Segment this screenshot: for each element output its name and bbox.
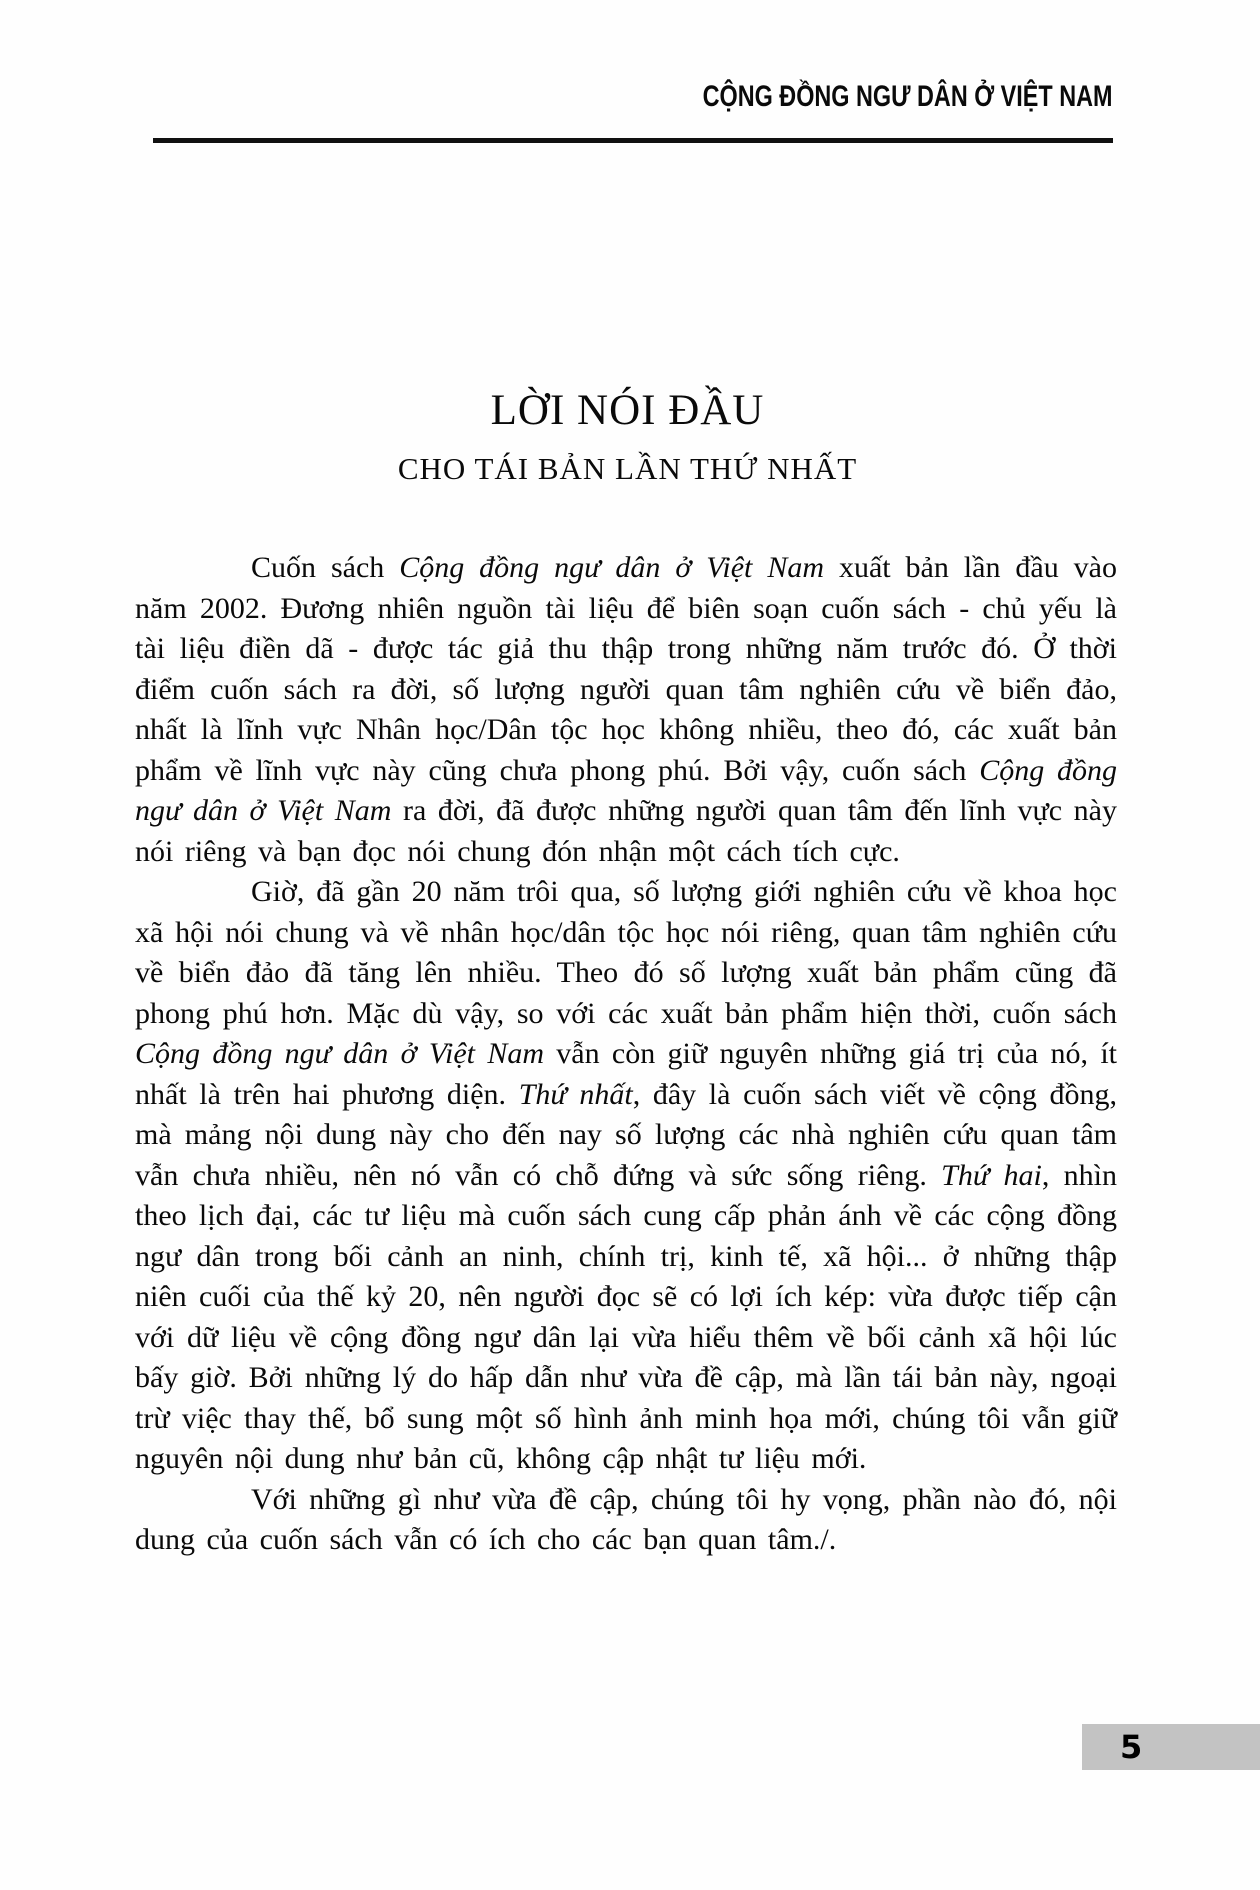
chapter-title: LỜI NÓI ĐẦU (490, 387, 765, 434)
italic-run: Cộng đồng ngư dân ở Việt Nam (399, 551, 825, 584)
text-run: Giờ, đã gần 20 năm trôi qua, số lượng giới nghiên cứu về khoa học xã hội nói chung và về nhân học/dân tộc học nói riêng, quan tâm nghiên cứu về biển đảo đã tăng lên nhiều. Theo đó số lượng xuất bản phẩm cũng đã phong phú hơn. Mặc dù vậy, so với các xuất bản phẩm hiện thời, cuốn sách (135, 875, 1117, 1030)
paragraph (135, 1480, 1117, 1561)
text-run: , đây là cuốn sách viết về cộng đồng, mà mảng nội dung này cho đến nay số lượng các nhà nghiên cứu quan tâm vẫn chưa nhiều, nên nó vẫn có chỗ đứng và sức sống riêng. (135, 1077, 1118, 1192)
text-run: vẫn còn giữ nguyên những giá trị của nó, ít nhất là trên hai phương diện. (135, 1037, 1117, 1111)
page-number: 5 (1120, 1728, 1143, 1766)
italic-run: Thứ hai (941, 1158, 1042, 1192)
text-run: Với những gì như vừa đề cập, chúng tôi hy vọng, phần nào đó, nội dung của cuốn sách vẫn có ích cho các bạn quan tâm./. (135, 1482, 1117, 1556)
paragraph (135, 548, 1117, 872)
text-run: Cuốn sách (251, 551, 400, 584)
running-header (150, 80, 1112, 114)
paragraph (135, 872, 1117, 1480)
body-text (135, 548, 1117, 1561)
italic-run: Cộng đồng ngư dân ở Việt Nam (135, 753, 1117, 827)
running-header-text: CỘNG ĐỒNG NGƯ DÂN Ở VIỆT NAM (702, 80, 1112, 113)
text-run: , nhìn theo lịch đại, các tư liệu mà cuốn sách cung cấp phản ánh về các cộng đồng ngư dân trong bối cảnh an ninh, chính trị, kinh tế, xã hội... ở những thập niên cuối của thế kỷ 20, nên người đọc sẽ có lợi ích kép: vừa được tiếp cận với dữ liệu về cộng đồng ngư dân lại vừa hiểu thêm về bối cảnh xã hội lúc bấy giờ. Bởi những lý do hấp dẫn như vừa đề cập, mà lần tái bản này, ngoại trừ việc thay thế, bổ sung một số hình ảnh minh họa mới, chúng tôi vẫn giữ nguyên nội dung như bản cũ, không cập nhật tư liệu mới. (135, 1158, 1117, 1475)
italic-run: Thứ nhất (518, 1077, 633, 1111)
italic-run: Cộng đồng ngư dân ở Việt Nam (135, 1037, 544, 1070)
page-number-box (1082, 1724, 1260, 1770)
header-rule (153, 138, 1113, 143)
chapter-subtitle: CHO TÁI BẢN LẦN THỨ NHẤT (397, 451, 858, 486)
text-run: xuất bản lần đầu vào năm 2002. Đương nhiên nguồn tài liệu để biên soạn cuốn sách - chủ yếu là tài liệu điền dã - được tác giả thu thập trong những năm trước đó. Ở thời điểm cuốn sách ra đời, số lượng người quan tâm nghiên cứu về biển đảo, nhất là lĩnh vực Nhân học/Dân tộc học không nhiều, theo đó, các xuất bản phẩm về lĩnh vực này cũng chưa phong phú. Bởi vậy, cuốn sách (135, 551, 1117, 787)
text-run: ra đời, đã được những người quan tâm đến lĩnh vực này nói riêng và bạn đọc nói chung đón nhận một cách tích cực. (135, 794, 1117, 868)
